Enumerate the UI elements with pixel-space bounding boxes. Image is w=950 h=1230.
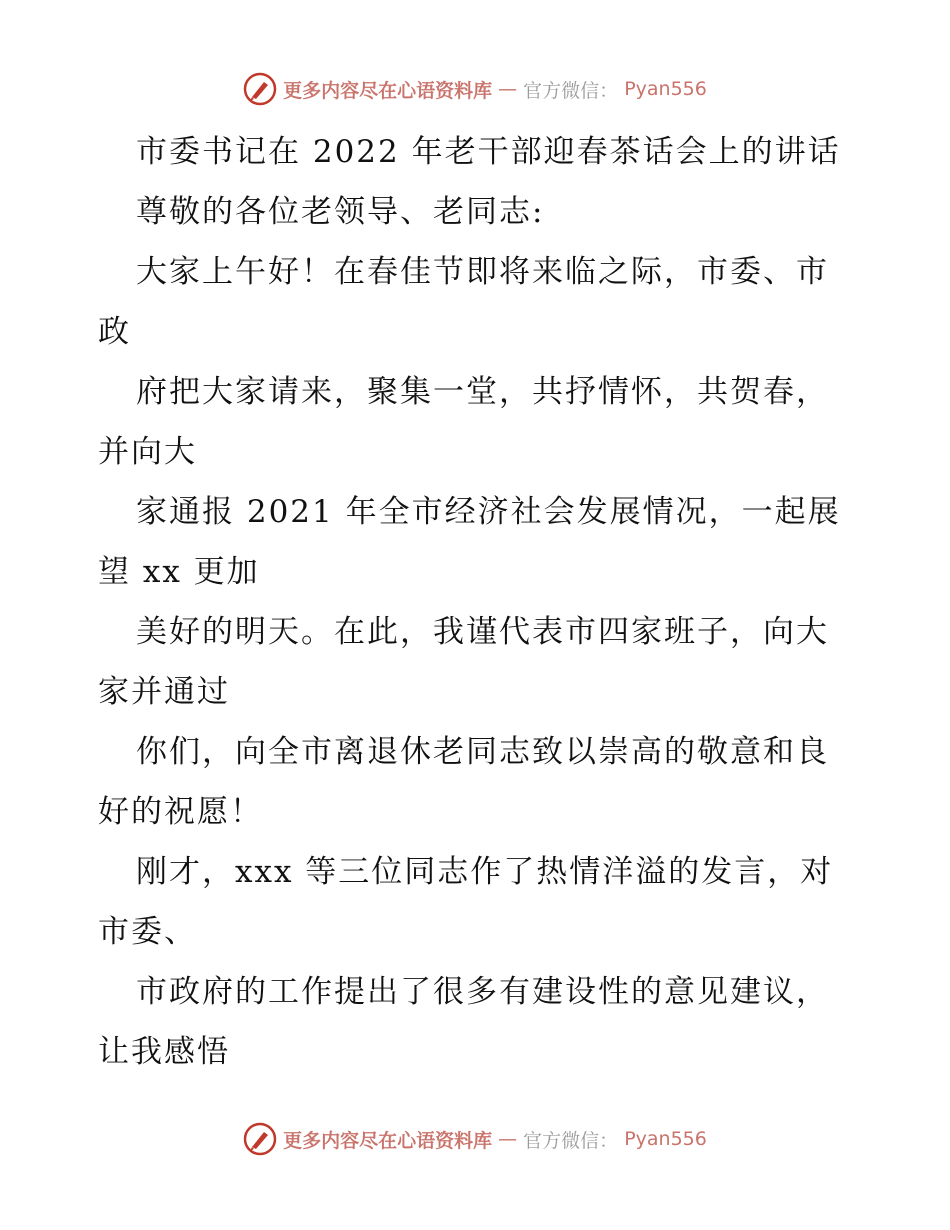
paragraph-line: 政 [98,314,131,350]
paragraph-line: 市委、 [98,914,197,950]
watermark-brand: 更多内容尽在心语资料库 [283,1129,493,1152]
paragraph-line: 美好的明天。在此，我谨代表市四家班子，向大 [136,614,829,650]
paragraph-line: 让我感悟 [98,1034,230,1070]
watermark-official-label: 官方微信： [523,79,619,102]
paragraph-line: 家通报 2021 年全市经济社会发展情况，一起展 [136,494,841,530]
paragraph-line: 府把大家请来，聚集一堂，共抒情怀，共贺春， [136,374,829,410]
header-watermark [0,72,950,106]
paragraph-line: 望 xx 更加 [98,554,260,590]
watermark-separator: — [498,1128,518,1150]
document-title: 市委书记在 2022 年老干部迎春茶话会上的讲话 [136,134,841,170]
paragraph-line: 家并通过 [98,674,230,710]
pen-logo-icon [243,1122,277,1156]
paragraph-line: 刚才，xxx 等三位同志作了热情洋溢的发言，对 [136,854,834,890]
paragraph-line: 大家上午好！在春佳节即将来临之际，市委、市 [136,254,829,290]
document-body [98,122,858,1082]
watermark-official-label: 官方微信： [523,1129,619,1152]
watermark-wechat-id: Pyan556 [624,1128,707,1150]
footer-watermark [0,1122,950,1156]
watermark-wechat-id: Pyan556 [624,78,707,100]
paragraph-line: 市政府的工作提出了很多有建设性的意见建议， [136,974,829,1010]
paragraph-line: 你们，向全市离退休老同志致以崇高的敬意和良 [136,734,829,770]
paragraph-line: 好的祝愿！ [98,794,263,830]
pen-logo-icon [243,72,277,106]
salutation: 尊敬的各位老领导、老同志: [136,194,545,230]
watermark-separator: — [498,78,518,100]
paragraph-line: 并向大 [98,434,197,470]
watermark-brand: 更多内容尽在心语资料库 [283,79,493,102]
